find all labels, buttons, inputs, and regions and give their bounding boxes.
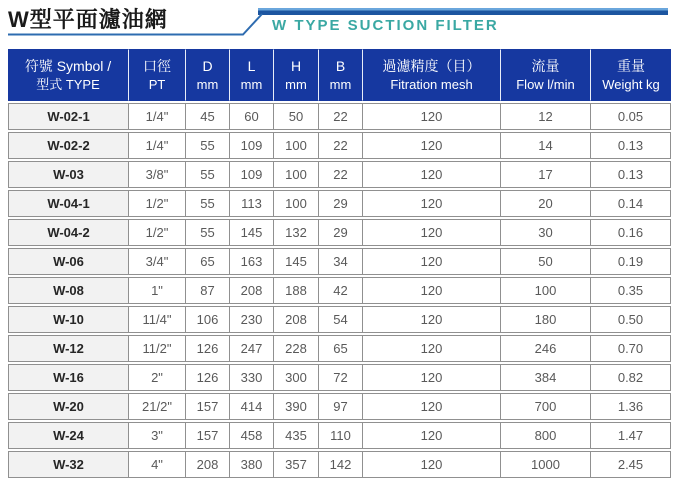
table-row (8, 248, 671, 275)
value-cell: 0.19 (590, 248, 671, 275)
value-cell: 50 (273, 103, 318, 130)
value-cell: 384 (500, 364, 590, 391)
value-cell: 800 (500, 422, 590, 449)
value-cell: 21/2" (128, 393, 185, 420)
col-header-symbol-zh: 符號 Symbol / (24, 58, 112, 74)
symbol-cell: W-32 (8, 451, 128, 478)
value-cell: 100 (273, 161, 318, 188)
symbol-cell: W-10 (8, 306, 128, 333)
value-cell: 0.13 (590, 132, 671, 159)
col-header-flow (500, 49, 590, 101)
table-row (8, 422, 671, 449)
table-body (8, 103, 671, 478)
table-row (8, 219, 671, 246)
col-header-weight-en: Weight kg (602, 77, 660, 92)
symbol-cell: W-04-1 (8, 190, 128, 217)
col-header-pt-en: PT (148, 77, 166, 92)
symbol-cell: W-06 (8, 248, 128, 275)
value-cell: 3/8" (128, 161, 185, 188)
symbol-cell: W-08 (8, 277, 128, 304)
page-header (0, 0, 680, 47)
value-cell: 120 (362, 422, 500, 449)
value-cell: 208 (185, 451, 229, 478)
value-cell: 54 (318, 306, 362, 333)
table-header (8, 49, 671, 101)
value-cell: 163 (229, 248, 273, 275)
value-cell: 1/2" (128, 219, 185, 246)
value-cell: 87 (185, 277, 229, 304)
value-cell: 126 (185, 364, 229, 391)
table-row (8, 103, 671, 130)
value-cell: 0.16 (590, 219, 671, 246)
col-header-pt (128, 49, 185, 101)
value-cell: 120 (362, 161, 500, 188)
value-cell: 435 (273, 422, 318, 449)
value-cell: 3/4" (128, 248, 185, 275)
col-header-l-unit: mm (240, 77, 263, 92)
value-cell: 2" (128, 364, 185, 391)
value-cell: 120 (362, 335, 500, 362)
symbol-cell: W-04-2 (8, 219, 128, 246)
value-cell: 30 (500, 219, 590, 246)
value-cell: 458 (229, 422, 273, 449)
value-cell: 109 (229, 161, 273, 188)
value-cell: 1/4" (128, 132, 185, 159)
value-cell: 34 (318, 248, 362, 275)
table-row (8, 393, 671, 420)
table-row (8, 451, 671, 478)
value-cell: 357 (273, 451, 318, 478)
table-row (8, 306, 671, 333)
value-cell: 188 (273, 277, 318, 304)
col-header-flow-en: Flow l/min (516, 77, 575, 92)
value-cell: 120 (362, 248, 500, 275)
col-header-symbol (8, 49, 128, 101)
value-cell: 100 (500, 277, 590, 304)
value-cell: 390 (273, 393, 318, 420)
symbol-cell: W-12 (8, 335, 128, 362)
value-cell: 11/2" (128, 335, 185, 362)
value-cell: 20 (500, 190, 590, 217)
value-cell: 1.47 (590, 422, 671, 449)
value-cell: 0.05 (590, 103, 671, 130)
value-cell: 1/4" (128, 103, 185, 130)
value-cell: 0.35 (590, 277, 671, 304)
value-cell: 110 (318, 422, 362, 449)
col-header-mesh-en: Fitration mesh (390, 77, 473, 92)
page-title-chinese: W型平面濾油網 (8, 7, 168, 32)
value-cell: 145 (273, 248, 318, 275)
value-cell: 145 (229, 219, 273, 246)
value-cell: 1" (128, 277, 185, 304)
value-cell: 247 (229, 335, 273, 362)
col-header-weight-zh: 重量 (617, 58, 645, 74)
value-cell: 55 (185, 132, 229, 159)
table-row (8, 364, 671, 391)
col-header-flow-zh: 流量 (531, 58, 560, 74)
table-row (8, 190, 671, 217)
value-cell: 700 (500, 393, 590, 420)
value-cell: 0.14 (590, 190, 671, 217)
value-cell: 228 (273, 335, 318, 362)
value-cell: 55 (185, 190, 229, 217)
col-header-d-label: D (202, 58, 213, 74)
page-title-english: W TYPE SUCTION FILTER (272, 17, 499, 34)
col-header-h (273, 49, 318, 101)
value-cell: 100 (273, 132, 318, 159)
value-cell: 50 (500, 248, 590, 275)
col-header-d-unit: mm (196, 77, 219, 92)
value-cell: 17 (500, 161, 590, 188)
value-cell: 246 (500, 335, 590, 362)
value-cell: 2.45 (590, 451, 671, 478)
symbol-cell: W-02-2 (8, 132, 128, 159)
value-cell: 0.50 (590, 306, 671, 333)
value-cell: 65 (185, 248, 229, 275)
value-cell: 14 (500, 132, 590, 159)
value-cell: 230 (229, 306, 273, 333)
value-cell: 29 (318, 219, 362, 246)
col-header-b (318, 49, 362, 101)
col-header-pt-zh: 口徑 (143, 58, 171, 74)
value-cell: 22 (318, 103, 362, 130)
col-header-l (229, 49, 273, 101)
value-cell: 120 (362, 306, 500, 333)
col-header-b-label: B (335, 58, 346, 74)
col-header-b-unit: mm (329, 77, 352, 92)
col-header-mesh (362, 49, 500, 101)
value-cell: 22 (318, 161, 362, 188)
spec-table (8, 47, 671, 480)
value-cell: 300 (273, 364, 318, 391)
value-cell: 208 (229, 277, 273, 304)
value-cell: 120 (362, 393, 500, 420)
value-cell: 157 (185, 422, 229, 449)
value-cell: 97 (318, 393, 362, 420)
value-cell: 42 (318, 277, 362, 304)
table-header-row (8, 49, 671, 101)
col-header-h-unit: mm (285, 77, 307, 92)
value-cell: 120 (362, 190, 500, 217)
value-cell: 414 (229, 393, 273, 420)
symbol-cell: W-02-1 (8, 103, 128, 130)
value-cell: 113 (229, 190, 273, 217)
value-cell: 65 (318, 335, 362, 362)
value-cell: 208 (273, 306, 318, 333)
col-header-mesh-zh: 過濾精度（目） (382, 58, 481, 74)
value-cell: 22 (318, 132, 362, 159)
value-cell: 120 (362, 103, 500, 130)
value-cell: 0.70 (590, 335, 671, 362)
value-cell: 45 (185, 103, 229, 130)
value-cell: 1000 (500, 451, 590, 478)
value-cell: 1/2" (128, 190, 185, 217)
symbol-cell: W-24 (8, 422, 128, 449)
value-cell: 120 (362, 277, 500, 304)
symbol-cell: W-03 (8, 161, 128, 188)
value-cell: 100 (273, 190, 318, 217)
col-header-h-label: H (290, 58, 302, 74)
value-cell: 0.13 (590, 161, 671, 188)
value-cell: 120 (362, 364, 500, 391)
value-cell: 4" (128, 451, 185, 478)
value-cell: 120 (362, 219, 500, 246)
table-row (8, 132, 671, 159)
value-cell: 55 (185, 161, 229, 188)
table-row (8, 277, 671, 304)
table-row (8, 335, 671, 362)
value-cell: 72 (318, 364, 362, 391)
table-row (8, 161, 671, 188)
value-cell: 12 (500, 103, 590, 130)
col-header-symbol-en: 型式 TYPE (36, 77, 100, 92)
col-header-l-label: L (247, 58, 256, 74)
accent-bar-highlight (258, 8, 668, 11)
value-cell: 380 (229, 451, 273, 478)
value-cell: 1.36 (590, 393, 671, 420)
value-cell: 60 (229, 103, 273, 130)
value-cell: 109 (229, 132, 273, 159)
value-cell: 29 (318, 190, 362, 217)
value-cell: 11/4" (128, 306, 185, 333)
value-cell: 126 (185, 335, 229, 362)
value-cell: 132 (273, 219, 318, 246)
value-cell: 157 (185, 393, 229, 420)
col-header-weight (590, 49, 671, 101)
value-cell: 180 (500, 306, 590, 333)
value-cell: 55 (185, 219, 229, 246)
symbol-cell: W-20 (8, 393, 128, 420)
symbol-cell: W-16 (8, 364, 128, 391)
value-cell: 120 (362, 132, 500, 159)
value-cell: 330 (229, 364, 273, 391)
value-cell: 120 (362, 451, 500, 478)
col-header-d (185, 49, 229, 101)
value-cell: 3" (128, 422, 185, 449)
value-cell: 106 (185, 306, 229, 333)
value-cell: 142 (318, 451, 362, 478)
value-cell: 0.82 (590, 364, 671, 391)
accent-bar (258, 11, 668, 16)
